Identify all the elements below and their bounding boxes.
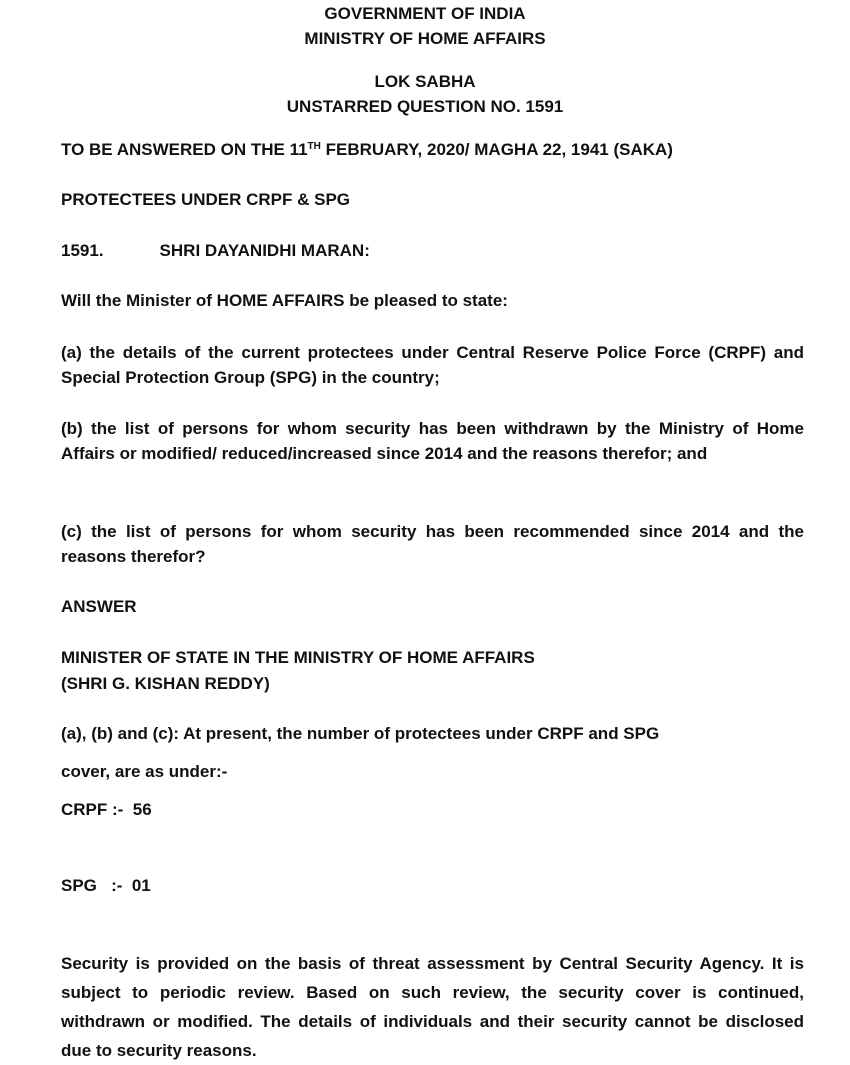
house-heading: LOK SABHA	[374, 72, 476, 91]
question-part-c: (c) the list of persons for whom security has been recommended since 2014 and the reasons therefor?	[61, 522, 804, 566]
government-heading: GOVERNMENT OF INDIA	[324, 4, 526, 23]
member-name: SHRI DAYANIDHI MARAN:	[159, 241, 370, 260]
question-number-heading: UNSTARRED QUESTION NO. 1591	[286, 97, 564, 116]
answer-date-prefix: TO BE ANSWERED ON THE 11	[61, 140, 308, 159]
answer-heading: ANSWER	[61, 597, 137, 616]
answer-date-superscript: TH	[307, 141, 321, 152]
question-part-a: (a) the details of the current protectees under Central Reserve Police Force (CRPF) and Special Protection Group (SPG) in the country;	[61, 343, 804, 387]
question-part-b: (b) the list of persons for whom security has been withdrawn by the Ministry of Home Affairs or modified/ reduced/increased since 2014 and the reasons therefor; and	[61, 419, 804, 463]
question-member-line	[61, 238, 370, 264]
question-intro: Will the Minister of HOME AFFAIRS be pleased to state:	[61, 291, 508, 310]
ministry-heading: MINISTRY OF HOME AFFAIRS	[304, 29, 546, 48]
answer-date-rest: FEBRUARY, 2020/ MAGHA 22, 1941 (SAKA)	[320, 140, 673, 159]
answer-date	[61, 137, 673, 163]
minister-title: MINISTER OF STATE IN THE MINISTRY OF HOME AFFAIRS	[61, 648, 535, 667]
question-number: 1591.	[61, 241, 104, 260]
spg-count: SPG :- 01	[61, 876, 151, 895]
answer-intro-line-1: (a), (b) and (c): At present, the number of protectees under CRPF and SPG	[61, 724, 660, 743]
crpf-count: CRPF :- 56	[61, 800, 152, 819]
answer-intro-line-2: cover, are as under:-	[61, 762, 228, 781]
closing-paragraph: Security is provided on the basis of threat assessment by Central Security Agency. It is subject to periodic review. Based on such review, the security cover is continued, withdrawn or modified. The details of individuals and their security cannot be disclosed due to security reasons.	[61, 954, 804, 1060]
subject-line: PROTECTEES UNDER CRPF & SPG	[61, 190, 351, 209]
minister-name: (SHRI G. KISHAN REDDY)	[61, 674, 270, 693]
